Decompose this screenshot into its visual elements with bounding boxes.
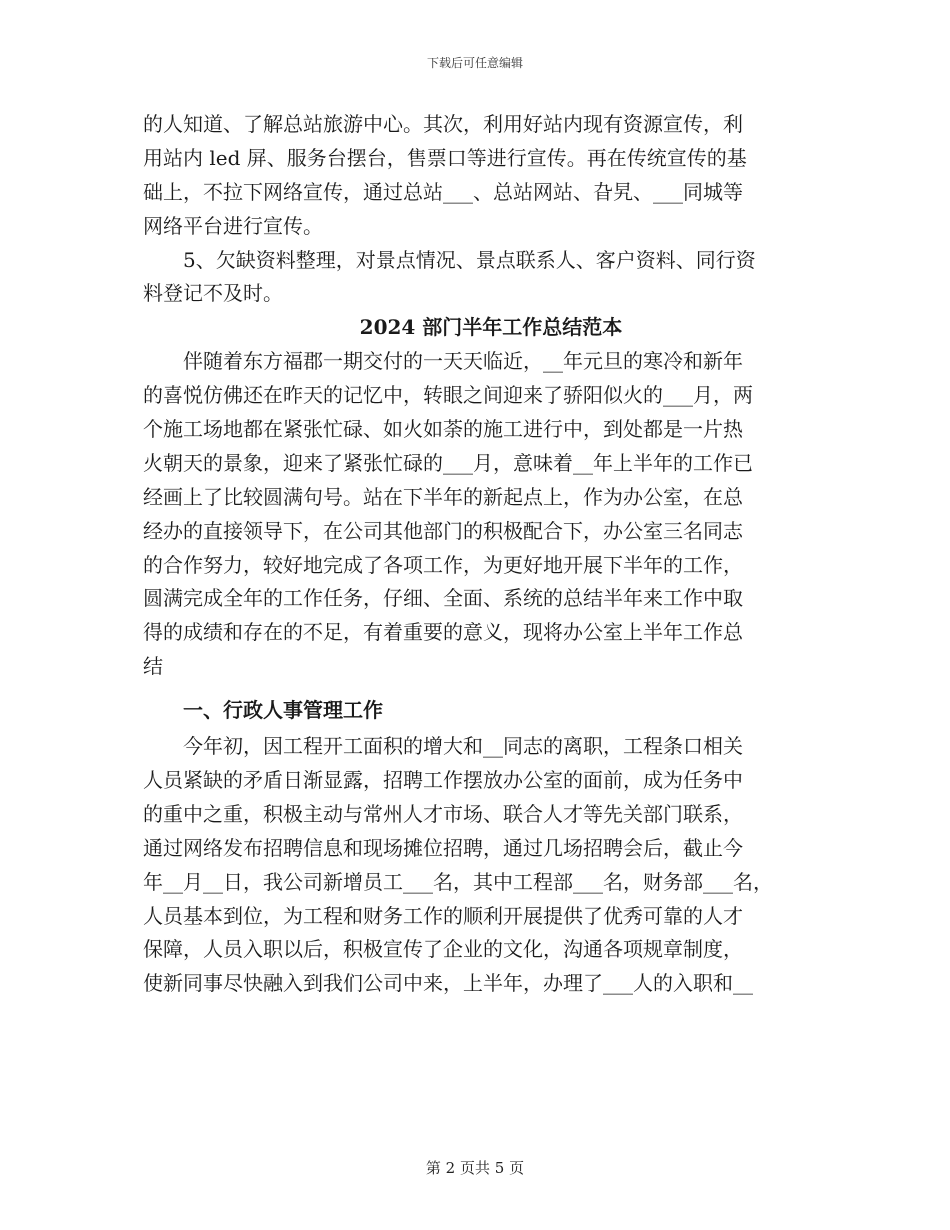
text-line: 的重中之重，积极主动与常州人才市场、联合人才等先关部门联系， (143, 801, 743, 826)
text-line: 础上，不拉下网络宣传，通过总站___、总站网站、旮旯、___同城等 (143, 179, 743, 204)
text-line: 伴随着东方福郡一期交付的一天天临近，__年元旦的寒冷和新年 (143, 349, 743, 374)
text-line: 人员基本到位，为工程和财务工作的顺利开展提供了优秀可靠的人才 (143, 903, 743, 928)
document-body (143, 108, 805, 1001)
document-title: 2024 部门半年工作总结范本 (359, 315, 623, 340)
text-line: 经办的直接领导下，在公司其他部门的积极配合下，办公室三名同志 (143, 518, 743, 543)
text-line: 通过网络发布招聘信息和现场摊位招聘，通过几场招聘会后，截止今 (143, 835, 743, 860)
text-line: 圆满完成全年的工作任务，仔细、全面、系统的总结半年来工作中取 (143, 586, 743, 611)
text-line: 年__月__日，我公司新增员工___名，其中工程部___名，财务部___名， (143, 869, 773, 894)
text-line: 人员紧缺的矛盾日渐显露，招聘工作摆放办公室的面前，成为任务中 (143, 768, 743, 793)
text-line: 火朝天的景象，迎来了紧张忙碌的___月，意味着__年上半年的工作已 (143, 450, 753, 475)
text-line: 的人知道、了解总站旅游中心。其次，利用好站内现有资源宣传，利 (143, 112, 743, 136)
paragraph-section (143, 730, 805, 1001)
section-heading: 一、行政人事管理工作 (183, 698, 383, 723)
text-line: 今年初，因工程开工面积的增大和__同志的离职，工程条口相关 (143, 734, 743, 759)
text-line: 个施工场地都在紧张忙碌、如火如荼的施工进行中，到处都是一片热 (143, 417, 743, 442)
text-line: 得的成绩和存在的不足，有着重要的意义，现将办公室上半年工作总 (143, 620, 743, 645)
text-line: 的合作努力，较好地完成了各项工作，为更好地开展下半年的工作， (143, 552, 743, 577)
text-line: 网络平台进行宣传。 (143, 213, 323, 238)
text-line: 用站内 led 屏、服务台摆台，售票口等进行宣传。再在传统宣传的基 (143, 145, 747, 170)
text-line: 5、欠缺资料整理，对景点情况、景点联系人、客户资料、同行资 (143, 247, 756, 272)
text-line: 经画上了比较圆满句号。站在下半年的新起点上，作为办公室，在总 (143, 484, 743, 509)
text-line: 使新同事尽快融入到我们公司中来，上半年，办理了___人的入职和__ (143, 971, 753, 996)
page-footer: 第 2 页共 5 页 (425, 1159, 525, 1177)
text-line: 的喜悦仿佛还在昨天的记忆中，转眼之间迎来了骄阳似火的___月，两 (143, 383, 753, 408)
paragraph-intro (143, 345, 805, 684)
page-header: 下载后可任意编辑 (426, 56, 523, 70)
paragraph-continuation (143, 108, 805, 311)
text-line: 料登记不及时。 (143, 281, 283, 306)
text-line: 结 (143, 654, 163, 679)
text-line: 保障，人员入职以后，积极宣传了企业的文化，沟通各项规章制度， (143, 937, 743, 962)
